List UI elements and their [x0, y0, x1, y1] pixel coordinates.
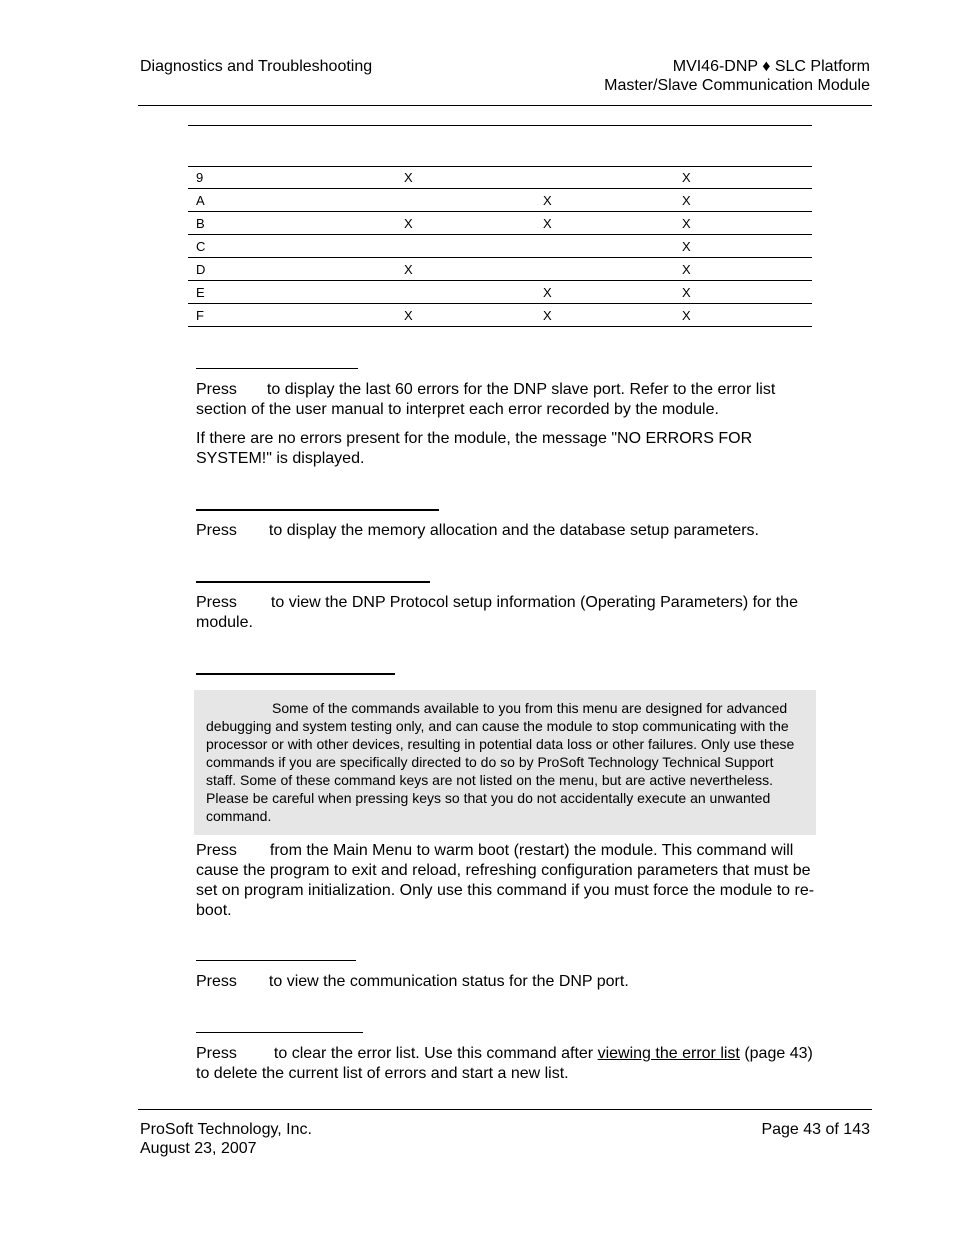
footer-rule — [138, 1109, 872, 1110]
section-heading-warm-boot — [196, 673, 395, 675]
table-cell: X — [682, 216, 691, 231]
table-row — [188, 304, 812, 327]
table-row — [188, 166, 812, 189]
table-cell: E — [196, 285, 205, 300]
header-product: MVI46-DNP ♦ SLC Platform — [672, 58, 870, 75]
press-label: Press — [196, 594, 237, 611]
error-list-link[interactable]: viewing the error list — [597, 1045, 740, 1062]
table-cell: X — [682, 193, 691, 208]
table-cell: X — [682, 239, 691, 254]
caution-text: Some of the commands available to you from this menu are designed for advanced debugging and system testing only, and can cause the module to stop communicating with the processor or with other devices, resulting in potential data loss or other failures. Only use these commands if you are specifically directed to do so by ProSoft Technology Technical Support staff. Some of these command keys are not listed on the menu, but are active nevertheless. Please be careful when pressing keys so that you do not accidentally execute an unwanted command. — [206, 700, 795, 824]
warm-boot-paragraph — [196, 841, 816, 921]
table-cell: X — [682, 170, 691, 185]
table-cell: F — [196, 308, 204, 323]
header-section-title: Diagnostics and Troubleshooting — [140, 58, 373, 75]
section-heading-memory — [196, 509, 439, 511]
comm-status-paragraph — [196, 972, 836, 992]
table-row — [188, 281, 812, 304]
footer-date: August 23, 2007 — [140, 1140, 257, 1157]
table-cell: X — [682, 262, 691, 277]
table-cell: X — [682, 308, 691, 323]
warm-boot-text: from the Main Menu to warm boot (restart) the module. This command will cause the program to exit and reload, refreshing configuration parameters that must be set on program initialization. Only use this command if you must force the module to re-boot. — [196, 842, 815, 919]
caution-note — [194, 690, 816, 835]
protocol-paragraph — [196, 593, 816, 633]
table-cell: X — [404, 262, 413, 277]
errors-paragraph — [196, 380, 816, 420]
section-heading-comm-status — [196, 960, 356, 961]
table-cell: A — [196, 193, 205, 208]
no-errors-paragraph: If there are no errors present for the module, the message "NO ERRORS FOR SYSTEM!" is displayed. — [196, 430, 753, 467]
status-table — [188, 166, 812, 327]
table-row — [188, 235, 812, 258]
table-cell: X — [404, 216, 413, 231]
section-heading-errors — [196, 368, 358, 369]
press-label: Press — [196, 842, 237, 859]
table-cell: B — [196, 216, 205, 231]
table-cell: X — [404, 170, 413, 185]
clear-errors-paragraph — [196, 1044, 816, 1084]
section-heading-protocol — [196, 581, 430, 583]
memory-text: to display the memory allocation and the database setup parameters. — [268, 522, 759, 539]
protocol-text: to view the DNP Protocol setup information (Operating Parameters) for the module. — [196, 594, 798, 631]
table-cell: X — [682, 285, 691, 300]
section-heading-clear-errors — [196, 1032, 363, 1033]
clear-errors-text-2: (page 43) to delete the current list of errors and start a new list. — [196, 1045, 813, 1082]
comm-status-text: to view the communication status for the DNP port. — [268, 973, 629, 990]
press-label: Press — [196, 973, 237, 990]
table-cell: X — [543, 216, 552, 231]
memory-paragraph — [196, 521, 836, 541]
table-cell: C — [196, 239, 206, 254]
press-label: Press — [196, 1045, 237, 1062]
table-top-rule — [188, 125, 812, 126]
table-cell: X — [543, 285, 552, 300]
press-label: Press — [196, 381, 237, 398]
header-rule — [138, 105, 872, 106]
table-cell: 9 — [196, 170, 204, 185]
table-row — [188, 189, 812, 212]
clear-errors-text: to clear the error list. Use this command after — [273, 1045, 594, 1062]
footer-page-number: Page 43 of 143 — [761, 1121, 870, 1138]
table-row — [188, 258, 812, 281]
table-cell: X — [404, 308, 413, 323]
press-label: Press — [196, 522, 237, 539]
header-module: Master/Slave Communication Module — [604, 77, 870, 94]
errors-text: to display the last 60 errors for the DNP slave port. Refer to the error list section of the user manual to interpret each error recorded by the module. — [196, 381, 776, 418]
table-cell: D — [196, 262, 206, 277]
table-row — [188, 212, 812, 235]
footer-company: ProSoft Technology, Inc. — [140, 1121, 312, 1138]
table-cell: X — [543, 308, 552, 323]
table-cell: X — [543, 193, 552, 208]
